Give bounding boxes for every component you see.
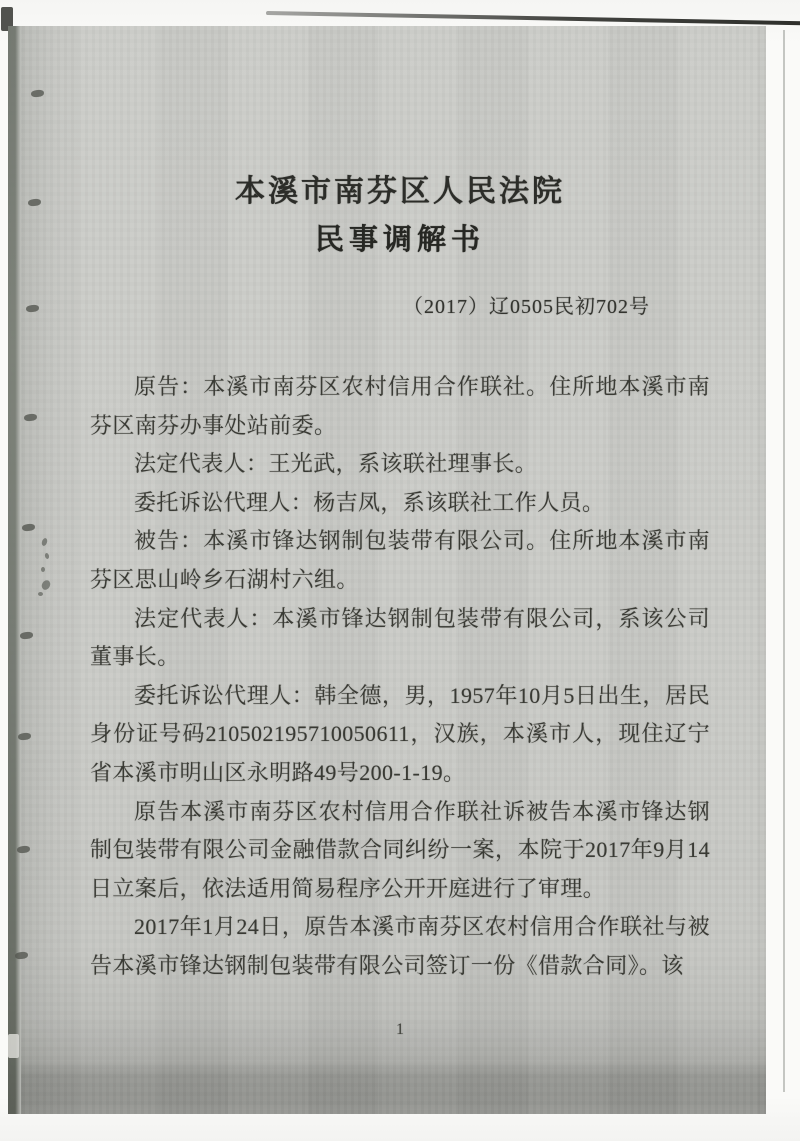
scan-mark xyxy=(20,631,34,639)
document-title: 民事调解书 xyxy=(314,224,485,256)
court-name: 本溪市南芬区人民法院 xyxy=(235,175,565,208)
scan-artifact-left-binding-strip xyxy=(8,26,21,1114)
paragraph-plaintiff: 原告：本溪市南芬区农村信用合作联社。住所地本溪市南芬区南芬办事处站前委。 xyxy=(90,374,710,438)
scan-mark xyxy=(18,732,32,740)
scan-artifact-top-edge-line xyxy=(266,11,800,25)
paragraph-case-summary: 原告本溪市南芬区农村信用合作联社诉被告本溪市锋达钢制包装带有限公司金融借款合同纠纷一案，本院于2017年9月14日立案后，依法适用简易程序公开开庭进行了审理。 xyxy=(90,798,710,901)
scan-mark xyxy=(28,198,42,206)
scan-mark xyxy=(15,951,29,959)
paragraph-defendant-agent: 委托诉讼代理人：韩全德，男，1957年10月5日出生，居民身份证号码210502195710050611，汉族，本溪市人，现住辽宁省本溪市明山区永明路49号200-1-19。 xyxy=(90,682,710,785)
scan-mark xyxy=(31,89,45,97)
case-number: （2017）辽0505民初702号 xyxy=(403,296,650,318)
scan-artifact-right-edge-line xyxy=(783,30,785,1092)
paragraph-plaintiff-agent: 委托诉讼代理人：杨吉凤，系该联社工作人员。 xyxy=(134,489,605,515)
paragraph-contract-facts: 2017年1月24日，原告本溪市南芬区农村信用合作联社与被告本溪市锋达钢制包装带有限公司签订一份《借款合同》。该 xyxy=(90,914,710,978)
scan-mark xyxy=(26,304,40,312)
scan-scribble xyxy=(40,579,52,592)
scan-artifact-strip-gap xyxy=(8,1034,19,1058)
scan-scribble xyxy=(41,567,45,572)
scan-scribble xyxy=(44,553,49,560)
page-number: 1 xyxy=(396,1021,404,1038)
scan-scribble xyxy=(41,537,48,546)
document-page xyxy=(8,26,766,1114)
scan-scribble xyxy=(38,592,43,596)
paragraph-defendant-legal-rep: 法定代表人：本溪市锋达钢制包装带有限公司，系该公司董事长。 xyxy=(90,605,710,670)
scan-mark xyxy=(17,845,31,853)
scan-mark xyxy=(22,523,36,531)
paragraph-defendant: 被告：本溪市锋达钢制包装带有限公司。住所地本溪市南芬区思山岭乡石湖村六组。 xyxy=(90,528,710,592)
document-body xyxy=(90,368,710,986)
paragraph-plaintiff-legal-rep: 法定代表人：王光武，系该联社理事长。 xyxy=(134,451,538,477)
document-content xyxy=(90,26,710,1114)
scan-mark xyxy=(24,413,38,421)
